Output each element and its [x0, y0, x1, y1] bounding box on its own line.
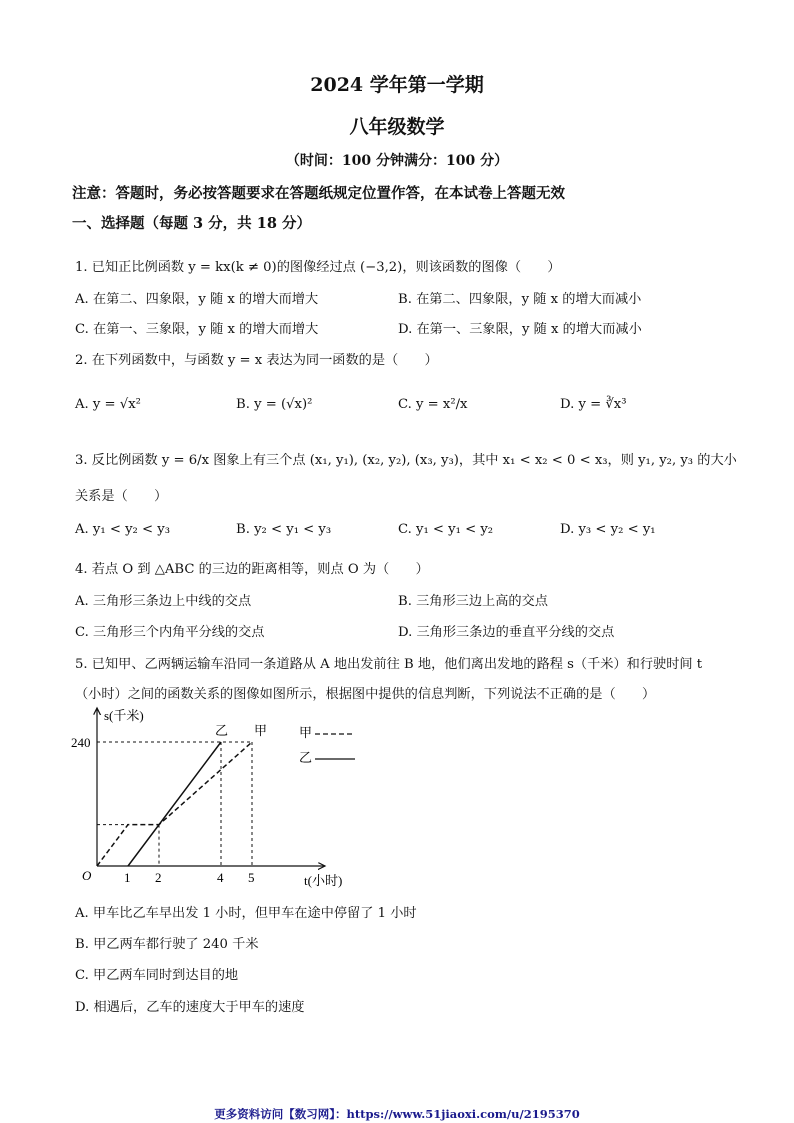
question-3-stem-continued: 关系是（ ）	[75, 489, 168, 504]
exam-notice: 注意：答题时，务必按答题要求在答题纸规定位置作答，在本试卷上答题无效	[72, 185, 565, 202]
question-4-option-c: C. 三角形三个内角平分线的交点	[75, 625, 265, 640]
question-4-option-a: A. 三角形三条边上中线的交点	[75, 594, 252, 609]
question-3-option-d: D. y₃ < y₂ < y₁	[560, 522, 656, 537]
x-tick-label-2: 2	[155, 870, 162, 885]
question-2-option-c: C. y = x²/x	[398, 397, 468, 412]
question-4-stem: 4. 若点 O 到 △ABC 的三边的距离相等，则点 O 为（ ）	[75, 562, 429, 577]
question-2-stem: 2. 在下列函数中，与函数 y = x 表达为同一函数的是（ ）	[75, 353, 438, 368]
question-5-option-a: A. 甲车比乙车早出发 1 小时，但甲车在途中停留了 1 小时	[75, 906, 417, 921]
question-5-option-c: C. 甲乙两车同时到达目的地	[75, 968, 239, 983]
distance-time-graph	[70, 700, 370, 895]
x-tick-label-5: 5	[248, 870, 255, 885]
x-axis-label: t(小时)	[304, 873, 343, 888]
question-5-stem-continued: （小时）之间的函数关系的图像如图所示，根据图中提供的信息判断，下列说法不正确的是（ ）	[75, 687, 656, 702]
exam-title: 2024 学年第一学期	[310, 74, 484, 96]
x-tick-label-4: 4	[217, 870, 224, 885]
series-end-label-jia: 甲	[254, 723, 268, 738]
question-3-stem: 3. 反比例函数 y = 6/x 图象上有三个点 (x₁, y₁), (x₂, y₂), (x₃, y₃)，其中 x₁ < x₂ < 0 < x₃，则 y₁, y₂, y₃ 的大小	[75, 453, 737, 468]
question-2-option-b: B. y = (√x)²	[236, 397, 313, 412]
series-line-yi	[128, 742, 221, 866]
question-5-stem: 5. 已知甲、乙两辆运输车沿同一条道路从 A 地出发前往 B 地，他们离出发地的路程 s（千米）和行驶时间 t	[75, 657, 703, 672]
question-3-option-b: B. y₂ < y₁ < y₃	[236, 522, 332, 537]
series-end-label-yi: 乙	[215, 723, 229, 738]
question-1-option-a: A. 在第二、四象限，y 随 x 的增大而增大	[75, 292, 319, 307]
question-5-option-d: D. 相遇后，乙车的速度大于甲车的速度	[75, 1000, 305, 1015]
x-tick-label-1: 1	[124, 870, 131, 885]
origin-label: O	[82, 868, 92, 883]
footer-link[interactable]: 更多资料访问【数习网】：https://www.51jiaoxi.com/u/2195370	[214, 1107, 580, 1121]
question-1-option-b: B. 在第二、四象限，y 随 x 的增大而减小	[398, 292, 642, 307]
question-5-option-b: B. 甲乙两车都行驶了 240 千米	[75, 937, 259, 952]
question-1-option-d: D. 在第一、三象限，y 随 x 的增大而减小	[398, 322, 642, 337]
y-axis-label: s(千米)	[104, 708, 144, 723]
legend-jia-label: 甲	[299, 725, 313, 740]
exam-time-info: （时间：100 分钟满分：100 分）	[285, 153, 509, 169]
question-1-stem: 1. 已知正比例函数 y = kx(k ≠ 0)的图像经过点 (−3,2)，则该函数的图像（ ）	[75, 260, 561, 275]
question-4-option-d: D. 三角形三条边的垂直平分线的交点	[398, 625, 615, 640]
question-3-option-c: C. y₁ < y₁ < y₂	[398, 522, 494, 537]
exam-subject: 八年级数学	[349, 116, 445, 138]
question-2-option-d: D. y = ∛x³	[560, 397, 627, 412]
y-tick-label-240: 240	[71, 735, 91, 750]
question-3-option-a: A. y₁ < y₂ < y₃	[75, 522, 170, 537]
question-4-option-b: B. 三角形三边上高的交点	[398, 594, 548, 609]
question-1-option-c: C. 在第一、三象限，y 随 x 的增大而增大	[75, 322, 319, 337]
section-heading: 一、选择题（每题 3 分，共 18 分）	[72, 215, 311, 232]
legend-yi-label: 乙	[299, 750, 313, 765]
question-2-option-a: A. y = √x²	[75, 397, 141, 412]
